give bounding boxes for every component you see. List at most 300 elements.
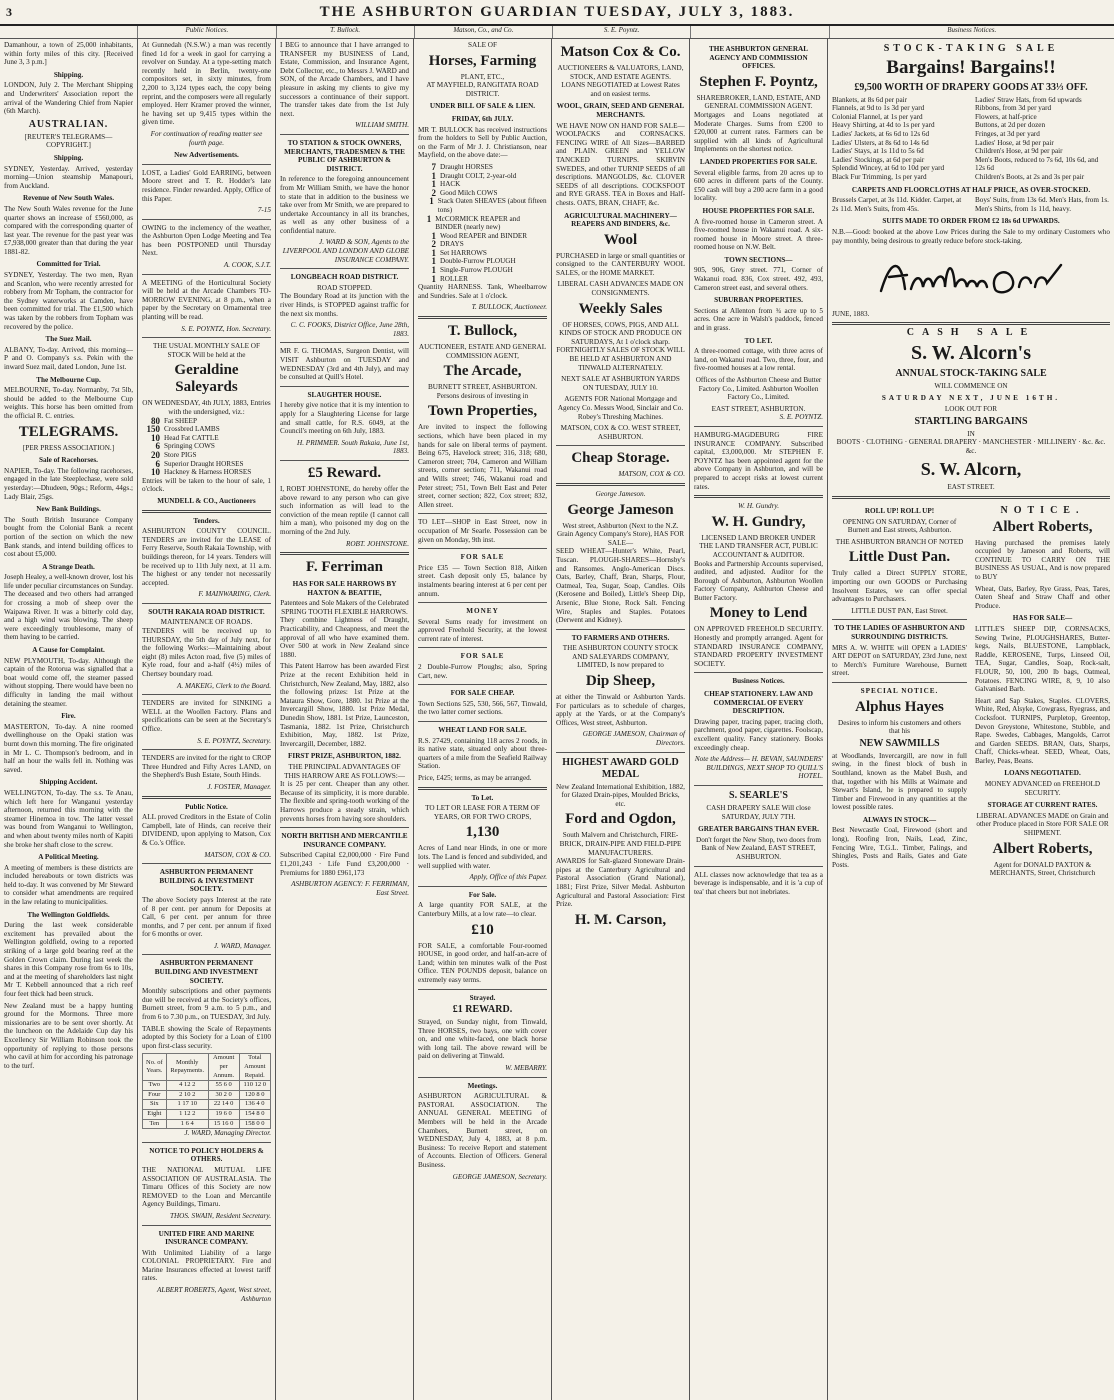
list-item: Black Fur Trimming, 1s per yard bbox=[832, 172, 927, 181]
transfer-sig: WILLIAM SMITH. bbox=[355, 121, 409, 130]
carpet-lists bbox=[832, 196, 1110, 213]
tender-county-sig: F. MAINWARING, Clerk. bbox=[198, 590, 271, 599]
stationery-text: Drawing paper, tracing paper, tracing cloth, parchment, good paper, cigarettes. Foolscap, excellent quality. Fancy stationery. Books exceedingly cheap. bbox=[694, 717, 823, 752]
suez-text: ALBANY, To-day. Arrived, this morning—P and O. Company's s.s. Pekin with the inward Suez mail, dated London, June 1st. bbox=[4, 345, 133, 371]
ferriman-heading: F. Ferriman bbox=[306, 559, 383, 576]
next-sale: NEXT SALE AT ASHBURTON YARDS ON TUESDAY, JULY 10. bbox=[561, 375, 680, 392]
to-let-heading-2: TO LET. bbox=[744, 336, 773, 345]
revenue-heading: Revenue of New South Wales. bbox=[22, 194, 115, 203]
list-item: Fringes, at 3d per yard bbox=[975, 129, 1040, 138]
lot-row: 1 Stack Oaten SHEAVES (about fifteen tons) bbox=[429, 196, 547, 214]
united-heading: UNITED FIRE AND MARINE INSURANCE COMPANY. bbox=[158, 1229, 255, 1247]
list-item: Men's Boots, reduced to 7s 6d, 10s 6d, and 12s 6d bbox=[975, 155, 1099, 173]
cheap-text: Town Sections 525, 530, 566, 567, Tinwald, the two latter corner sections. bbox=[418, 699, 547, 717]
crop-sig: J. FOSTER, Manager. bbox=[207, 782, 271, 791]
agents-for: AGENTS FOR National Mortgage and Agency Co. Messrs Wood, Sinclair and Co. Robey's Threshing Machines. bbox=[557, 395, 684, 421]
money-to-lend: Money to Lend bbox=[709, 605, 808, 622]
meetings-heading: Meetings. bbox=[467, 1081, 498, 1090]
bullock-sub: AUCTIONEER, ESTATE AND GENERAL COMMISSION AGENT, bbox=[418, 343, 547, 360]
factory-offices: Offices of the Ashburton Cheese and Butter Factory Co., Limited. Ashburton Woollen Factory Co., Limited. bbox=[695, 376, 822, 402]
cash-advances: LIBERAL ADVANCES MADE on Grain and other Produce placed in Store FOR SALE OR SHIPMENT. bbox=[976, 811, 1109, 838]
news-intro: Damanhour, a town of 25,000 inhabitants, within forty miles of this city. [Received June 3, 3 p.m.] bbox=[4, 41, 133, 67]
shipping-accident-heading: Shipping Accident. bbox=[39, 778, 98, 787]
for-sale-heading: FOR SALE bbox=[460, 553, 505, 562]
house-text: A five-roomed house in Cameron street. A five-roomed house in Wakanui road. A six-roomed house in Moore street. A three-roomed house on N.W. Belt. bbox=[694, 217, 823, 252]
rakaia-sig: A. MAKEIG, Clerk to the Board. bbox=[177, 681, 271, 690]
list-item: Colonial Flannel, at 1s per yard bbox=[832, 112, 923, 121]
apbis-sig: J. WARD, Manager. bbox=[213, 941, 271, 950]
cash-sale-heading: CASH SALE bbox=[906, 327, 1036, 339]
tender-county: ASHBURTON COUNTY COUNCIL. TENDERS are invited for the LEASE of Ferry Reserve, South Rakaia Township, with buildings thereon, for 14 years. Tenders will be received up to 11th July next, at 11 a.m. The highest or any tender not necessarily accepted. bbox=[142, 527, 271, 587]
greater-sub: Don't forget the New Shop, two doors from Bank of New Zealand, EAST STREET, ASHBURTON. bbox=[696, 835, 821, 861]
carpet-left: Brussels Carpet, at 3s 11d. Kidder. Carpet, at 2s 11d. Men's Suits, from 45s. bbox=[832, 196, 962, 213]
table-sig: J. WARD, Managing Director. bbox=[184, 1129, 271, 1138]
list-item: Children's Hose, at 9d per pair bbox=[975, 147, 1063, 156]
ferriman-text: They combine Lightness of Draught, Practicability, and Cheapness, and meet the approval of all who have examined them. Over 500 at work in New Zealand since 1880. bbox=[280, 616, 409, 659]
dust-pan-sig: LITTLE DUST PAN, East Street. bbox=[851, 606, 948, 615]
annual-sale: ANNUAL STOCK-TAKING SALE bbox=[895, 367, 1047, 379]
lot-row: 7 Draught HORSES bbox=[431, 161, 493, 172]
ferriman-sub2: Patentees and Sole Makers of the Celebrated SPRING TOOTH FLEXIBLE HARROWS. bbox=[280, 599, 409, 616]
sale-place: AT MAYFIELD, RANGITATA ROAD DISTRICT. bbox=[426, 81, 539, 98]
list-item: Blankets, at 8s 6d per pair bbox=[832, 95, 908, 104]
storage-line: STORAGE AT CURRENT RATES. bbox=[987, 801, 1098, 810]
highest-award: HIGHEST AWARD GOLD MEDAL bbox=[562, 756, 679, 780]
loans-line: LOANS NEGOTIATED at Lowest Rates and on easiest terms. bbox=[561, 81, 680, 98]
serial-text: At Gunnedah (N.S.W.) a man was recently fined 1d for a week in gaol for carrying a revolver on Sunday. At a type-setting match recently held in Berlin, twenty-one compositors set, in sixty minutes, from 2,200 to 3,124 types each, the copy being reprint, and the composers were all regularly employed. Herr Kramer proved the winner, he having set up 9,415 types within the given time. bbox=[142, 41, 271, 127]
lower-business bbox=[832, 503, 1110, 878]
lost-ref: 7-15 bbox=[257, 206, 271, 215]
fire-text: MASTERTON, To-day. A nine roomed dwellinghouse on the Opaki station was burnt down this morning. The fire originated in Mr L. C. Thompson's bedroom, and in half an hour the walls fell in. Nothing was saved. bbox=[4, 722, 133, 774]
nbm-text: Subscribed Capital £2,000,000 · Fire Fund £1,201,243 · Life Fund £3,200,000 · Premiums for 1880 £961,173 bbox=[280, 851, 409, 877]
suburban-heading: SUBURBAN PROPERTIES. bbox=[714, 296, 803, 305]
lot-row: 1 Wood REAPER and BINDER bbox=[431, 230, 528, 241]
lot-row: 80 Fat SHEEP bbox=[151, 415, 197, 426]
to-let-acres: 1,130 bbox=[465, 824, 500, 841]
money-heading: MONEY bbox=[466, 607, 499, 616]
town-text: Are invited to inspect the following sections, which have been placed in my hands for sale on liberal terms of payment. Being 675, Havelock street; 316, 318; 680, Cameron street; 704, Cameron and William streets, corner section; 711, Wakanui road and Wills street; 746, Wakanui road and Peter street; 751, Town Belt East and Peter street, corner section; 822, Cox street; 832, Allen street. bbox=[418, 423, 547, 509]
rakaia-text: TENDERS will be received up to THURSDAY, the 5th day of July next, for the following Works:—Maintaining about eight (8) miles Acton road, five (5) miles of Kyle road, four and a-half (4½) miles of Chertsey boundary road. bbox=[142, 627, 271, 679]
public-notice-heading: Public Notice. bbox=[185, 802, 228, 811]
repayment-caption: TABLE showing the Scale of Repayments adopted by this Society for a Loan of £100 upon first-class security. bbox=[142, 1024, 271, 1050]
gundry-heading: W. H. Gundry, bbox=[711, 513, 806, 530]
alcorn-heading-2: S. W. Alcorn, bbox=[920, 459, 1022, 480]
column-heads bbox=[0, 26, 1114, 39]
list-item: Children's Boots, at 2s and 3s per pair bbox=[975, 172, 1085, 181]
longbeach-text: The Boundary Road at its junction with the river Hinds, is STOPPED against traffic for the next six months. bbox=[280, 292, 409, 318]
farmers-heading: TO FARMERS AND OTHERS. bbox=[571, 633, 670, 642]
geraldine-when: ON WEDNESDAY, 4th JULY, 1883, Entries with the undersigned, viz.: bbox=[142, 399, 271, 416]
roll-up-text: OPENING ON SATURDAY, Corner of Burnett and East streets, Ashburton. bbox=[842, 517, 957, 535]
complaint-text: NEW PLYMOUTH, To-day. Although the captain of the Rotorua was signalled that a boat would come off, the steamer passed without stopping. There would have been no difficulty in landing the mail without detaining the steamer. bbox=[4, 656, 133, 708]
owing-notice: OWING to the inclemency of the weather, the Ashburton Open Lodge Meeting and Tea has been POSTPONED until Thursday Next. bbox=[142, 223, 271, 258]
ag-machinery: AGRICULTURAL MACHINERY—REAPERS AND BINDERS, &c. bbox=[564, 211, 677, 229]
worth-line: £9,500 WORTH OF DRAPERY GOODS AT 33⅓ OFF. bbox=[854, 81, 1088, 93]
lot-row: 20 Store PIGS bbox=[151, 449, 197, 460]
matson-column bbox=[552, 39, 690, 1400]
lot-row: 1 Single-Furrow PLOUGH bbox=[431, 265, 513, 276]
notice-heading: NOTICE. bbox=[1000, 505, 1085, 517]
to-let-heading: To Let. bbox=[471, 793, 494, 802]
ford-ogdon: Ford and Ogdon, bbox=[565, 811, 676, 828]
supply-text: Truly called a Direct SUPPLY STORE, importing our own GOODS or Purchasing Insolvent Estates, we can offer special advantages to Purchasers. bbox=[832, 569, 967, 604]
signature-image bbox=[871, 253, 1071, 299]
gj-list: SEED WHEAT—Hunter's White, Pearl, Tuscan. PLOUGH-SHARES—Hornsby's and Ransomes. Anglo-American Discs. Oats, Barley, Chaff, Bran, Sharps, Flour, Oatmeal, Tea, Sugar, Soap, Candles. Oils (Kerosene and Boiled), Little's Sheep Dip, Arsenic, Blue Stone, Rock Salt. Fencing Wire, Staples and Staples. Potatoes (Derwent and Kidney). bbox=[556, 547, 685, 625]
greater-bargains: GREATER BARGAINS THAN EVER. bbox=[698, 825, 819, 834]
nmla-heading: NOTICE TO POLICY HOLDERS & OTHERS. bbox=[149, 1146, 264, 1164]
roberts-heading: Albert Roberts, bbox=[992, 518, 1093, 535]
roberts-heading-2: Albert Roberts, bbox=[992, 840, 1093, 857]
public-notices-column bbox=[138, 39, 276, 1400]
nmla-text: THE NATIONAL MUTUAL LIFE ASSOCIATION OF AUSTRALASIA. The Timaru Offices of this Society are now REMOVED to the Loan and Mercantile Agency Buildings, Timaru. bbox=[142, 1165, 271, 1209]
list-item: Heavy Shirting, at 4d to 1s per yard bbox=[832, 121, 935, 130]
sale-intro: MR T. BULLOCK has received instructions from the holders to Sell by Public Auction, on the Farm of Mr J. J. Christianson, near Mayfield, on the above date:— bbox=[418, 125, 547, 160]
tenders-heading: Tenders. bbox=[193, 516, 220, 525]
plant-sub: PLANT, ETC., bbox=[460, 72, 505, 81]
lot-row: 2 Good Milch COWS bbox=[431, 187, 498, 198]
australian-heading: AUSTRALIAN. bbox=[28, 118, 109, 130]
shipping-accident-text: WELLINGTON, To-day. The s.s. Te Anau, which left here for Wanganui yesterday afternoon, returned this morning with the steamer Hinemoa in tow. The latter vessel was bound from Wanganui to Wellington, and when about twenty miles north of Kapiti she broke her shaft close to the screw. bbox=[4, 788, 133, 849]
landed-text: Several eligible farms, from 20 acres up to 600 acres in different parts of the County. £50 cash will buy a 200 acre farm in a good locality. bbox=[694, 168, 823, 203]
shipping2-text: SYDNEY, Yesterday. Arrived, yesterday morning—Union steamship Manapouri, from Auckland. bbox=[4, 164, 133, 190]
shipping-text: LONDON, July 2. The Merchant Shipping and Underwriters' Association report the arrival of the Wandering Chief from Napier (6th March). bbox=[4, 81, 133, 116]
table-row: Ten 1 6 4 15 16 0 158 0 0 bbox=[143, 1119, 271, 1129]
advantages-text: It is 25 per cent. Cheaper than any other. Because of its simplicity, it is more durable. The flexible and spring-tooth working of the Harrows produce a steady strain, which prevents horses from having sore shoulders. bbox=[280, 780, 409, 823]
slaughter-heading: SLAUGHTER HOUSE. bbox=[307, 390, 382, 399]
ladies-text: MRS A. W. WHITE will OPEN a LADIES' ART DEPOT on SATURDAY, 23rd June, next to Merch's Furniture Warehouse, Burnett street. bbox=[832, 643, 967, 678]
gj-sub: West street, Ashburton (Next to the N.Z. Grain Agency Company's Store), HAS FOR SALE— bbox=[556, 521, 685, 547]
rakaia-heading: SOUTH RAKAIA ROAD DISTRICT. bbox=[148, 607, 265, 616]
fortnightly: FORTNIGHTLY SALES OF STOCK WILL BE HELD AT ASHBURTON AND TINWALD ALTERNATELY. bbox=[556, 346, 685, 372]
gj-label: George Jameson. bbox=[595, 489, 646, 498]
lower-right bbox=[975, 503, 1110, 878]
bargain-list-right bbox=[975, 96, 1110, 182]
new-ads-heading: New Advertisements. bbox=[174, 151, 239, 160]
list-item: Ribbons, from 3d per yard bbox=[975, 104, 1052, 113]
bank-text: The South British Insurance Company bought from the Colonial Bank a recent portion of the section on which the new Bank stands, and intend building offices to cost about £5,000. bbox=[4, 515, 133, 559]
wheat-price: Price, £425; terms, as may be arranged. bbox=[418, 774, 532, 782]
shipping-heading: Shipping. bbox=[53, 70, 84, 79]
table-row: Four 2 10 2 30 2 0 120 8 0 bbox=[143, 1090, 271, 1100]
carson-heading: H. M. Carson, bbox=[574, 911, 667, 928]
has-list: LITTLE'S SHEEP DIP, CORNSACKS, Sewing Twine, PLOUGHSHARES, Butter-kegs, Nails, BLUESTONE, Lampblack, Raddle, KEROSENE, Turps, Linseed Oil, TEA, Sugar, Candles, Soap, Rock-salt, FLOUR, 50, 100, 200 lb bags, Oatmeal, Potatoes. FENCING WIRE, 8, 9, 10 also Galvanised Barb. bbox=[975, 624, 1110, 694]
stock-list: WOOLPACKS and CORNSACKS. FENCING WIRE of All Sizes—BARBED and PLAIN. GREEN and YELLOW TANCKED TURNIPS. SKIRVIN SWEDES, and other TURNIP SEEDS of all descriptions. MANGOLDS, &c. CLOVER SEEDS of all descriptions. COCKSFOOT and RYE GRASS. TEA in Boxes and Half-chests. OATS, BRAN, CHAFF, &c. bbox=[556, 130, 685, 207]
column-head-2: Public Notices. bbox=[138, 26, 276, 38]
list-item: Flannels, at 9d to 1s 3d per yard bbox=[832, 104, 925, 113]
storage-sig: MATSON, COX & CO. bbox=[618, 470, 685, 479]
nbm-heading: NORTH BRITISH AND MERCANTILE INSURANCE COMPANY. bbox=[281, 832, 408, 849]
hamburg-notice: HAMBURG-MAGDEBURG FIRE INSURANCE COMPANY. Subscribed capital, £3,000,000. Mr STEPHEN F. POYNTZ has been appointed agent for the above Company in Ashburton, and will be prepared to accept risks at lowest current rates. bbox=[694, 430, 823, 491]
agency-heading: THE ASHBURTON GENERAL AGENCY AND COMMISSION OFFICES. bbox=[708, 45, 809, 71]
wool-heading: Wool bbox=[603, 231, 638, 248]
list-item: Ladies' Jackets, at 6s 6d to 12s 6d bbox=[832, 129, 930, 138]
bank-heading: New Bank Buildings. bbox=[36, 505, 101, 514]
buy-list: Wheat, Oats, Barley, Rye Grass, Peas, Tares, Oaten Sheaf and Straw Chaff and other Produce. bbox=[975, 584, 1110, 610]
notices-column-2 bbox=[276, 39, 414, 1400]
stocktaking-heading: STOCK-TAKING SALE bbox=[883, 43, 1059, 54]
horses-heading: Horses, Farming bbox=[428, 52, 537, 69]
for-sale-text: Price £35 — Town Section 818, Aitken street. Cash deposit only £5, balance by instalments bearing interest at 6 per cent per annum. bbox=[418, 563, 547, 598]
first-prize: FIRST PRIZE, ASHBURTON, 1882. bbox=[288, 752, 401, 761]
continued-note: For continuation of reading matter see fourth page. bbox=[150, 129, 263, 147]
slaughter-sig: H. PRIMMER. South Rakaia, June 1st, 1883. bbox=[297, 438, 409, 456]
prizes-text: This Patent Harrow has been awarded First Prize at the recent Exhibition held in Christchurch, New Zealand, May, 1882, also the following prizes: 1st Prize at the Mataura Show, Gore, 1880. 1st Prize at the Invercargill Show, 1880. 1st Prize Medal, Dunedin Show, 1881. 1st Prize, Launceston, Tasmania, 1882. 1st Prize, Christchurch Exhibition, May, 1882. 1st Prize, Invercargill, December, 1882. bbox=[280, 662, 409, 748]
always-heading: ALWAYS IN STOCK— bbox=[862, 815, 937, 824]
matson-heading: Matson Cox & Co. bbox=[560, 44, 681, 60]
shipping2-heading: Shipping. bbox=[53, 153, 84, 162]
list-item: Flowers, at half-price bbox=[975, 112, 1037, 121]
bargains-heading: Bargains! Bargains!! bbox=[886, 56, 1056, 78]
transfer-notice: I BEG to announce that I have arranged to TRANSFER my BUSINESS of Land, Estate, Commission, and Insurance Agent, Debt Collector, etc., to Messrs J. WARD and SON, of the Arcade Chambers, and I have pleasure in asking my clients to give my successors a continuance of their support. The transfer takes date from the 1st July next. bbox=[280, 41, 409, 118]
searle-heading: S. SEARLE'S bbox=[729, 789, 788, 801]
shop-to-let: TO LET—SHOP in East Street, now in occupation of Mr Searle. Possession can be given on Monday, 9th inst. bbox=[418, 518, 547, 544]
town-sections-heading: TOWN SECTIONS— bbox=[724, 255, 793, 264]
branch-line: THE ASHBURTON BRANCH OF NOTED bbox=[835, 537, 964, 546]
searle-text: CASH DRAPERY SALE Will close SATURDAY, JULY 7TH. bbox=[706, 803, 811, 821]
under-bill: UNDER BILL OF SALE & LIEN. bbox=[429, 102, 536, 111]
on-hand: WE HAVE NOW ON HAND FOR SALE— bbox=[556, 121, 685, 130]
public-notice-text: ALL proved Creditors in the Estate of Colin Campbell, late of Hinds, can receive their DIVIDEND, upon applying to Matson, Cox & Co.'s Office. bbox=[142, 813, 271, 847]
hayes-heading: Alphus Hayes bbox=[855, 698, 944, 715]
money-text: Several Sums ready for investment on approved Freehold Security, at the lowest current rate of interest. bbox=[418, 617, 547, 643]
ferriman-sub: HAS FOR SALE HARROWS BY HAXTON & BEATTIE, bbox=[292, 580, 397, 597]
roberts-text: Having purchased the premises lately occupied by Jameson and Roberts, will CONTINUE TO CARRY ON THE BUSINESS AS USUAL, And is now prepared to BUY bbox=[975, 538, 1110, 581]
matson-sub: AUCTIONEERS & VALUATORS, LAND, STOCK, AND ESTATE AGENTS. bbox=[557, 64, 684, 81]
crop-tender: TENDERS are invited for the right to CROP Three Hundred and Fifty Acres LAND, on the Shepherd's Bush Estate, South Hinds. bbox=[142, 754, 271, 780]
carpet-right: Boys' Suits, from 13s 6d. Men's Hats, from 1s. Men's Shirts, from 1s 11d, heavy. bbox=[975, 196, 1109, 213]
station-heading: TO STATION & STOCK OWNERS, MERCHANTS, TRADESMEN & THE PUBLIC OF ASHBURTON & DISTRICT. bbox=[284, 138, 405, 173]
list-item: Ladies' Ulsters, at 8s 6d to 14s 6d bbox=[832, 138, 929, 147]
dip-sheep: Dip Sheep, bbox=[585, 673, 656, 690]
race-text: NAPIER, To-day. The following racehorses, engaged in the late Steeplechase, were sold yesterday:—Dhudeen, 90gs.; Reform, 44gs.; Lady Blair, 25gs. bbox=[4, 466, 133, 501]
orr-signature bbox=[832, 253, 1110, 302]
east-street: EAST STREET, ASHBURTON. bbox=[711, 404, 806, 413]
bullock-heading: T. Bullock, bbox=[447, 323, 518, 340]
longbeach-heading: LONGBEACH ROAD DISTRICT. bbox=[290, 273, 399, 282]
ten-pounds-text: FOR SALE, a comfortable Four-roomed HOUSE, in good order, and half-an-acre of Land; within ten minutes walk of the Post Office. TEN POUNDS deposit, balance on extremely easy terms. bbox=[418, 941, 547, 984]
columns bbox=[0, 39, 1114, 1400]
ford-sub: South Malvern and Christchurch, FIRE-BRICK, DRAIN-PIPE AND FIELD-PIPE MANUFACTURERS. bbox=[559, 831, 682, 857]
poyntz-text: Mortgages and Loans negotiated at Moderate Charges. Sums from £200 to £20,000 at current rates. Farmers can be supplied with all kinds of Agricultural Implements on the shortest notice. bbox=[694, 110, 823, 154]
station-text: In reference to the foregoing announcement from Mr William Smith, we have the honor to state that in addition to the business we take over from Mr Smith, we are prepared to undertake Accountancy in all its branches, as well as any other business of a confidential nature. bbox=[280, 175, 409, 235]
lot-row: 6 Springing COWS bbox=[155, 441, 215, 452]
dip-sig: GEORGE JAMESON, Chairman of Directors. bbox=[582, 730, 685, 748]
masthead bbox=[0, 0, 1114, 26]
lot-row: 1 Set HARROWS bbox=[431, 247, 487, 258]
page-number: 3 bbox=[6, 4, 14, 19]
persons-line: Persons desirous of investing in bbox=[436, 391, 529, 400]
death-text: Joseph Healey, a well-known drover, lost his life under peculiar circumstances on Sunday. The deceased and two others had arranged for crossing a mob of sheep over the Waipawa River. It was a bitterly cold day, and a high wind was blowing. The sheep were exceedingly troublesome, many of them having to be carried. bbox=[4, 573, 133, 642]
roberts-agent: Agent for DONALD PAXTON & MERCHANTS, Street, Christchurch bbox=[989, 860, 1096, 878]
bullock-column bbox=[414, 39, 552, 1400]
matson-sig: MATSON, COX & CO. WEST STREET, ASHBURTON. bbox=[560, 424, 681, 441]
stationery-heading: CHEAP STATIONERY. LAW AND COMMERCIAL OF EVERY DESCRIPTION. bbox=[704, 690, 813, 716]
special-notice: SPECIAL NOTICE. bbox=[860, 686, 939, 695]
longbeach-sub: ROAD STOPPED. bbox=[317, 283, 372, 292]
highest-sub: New Zealand International Exhibition, 1882, for Glazed Drain-pipes, Moulded Bricks, etc. bbox=[556, 782, 685, 808]
seeds-list: Heart and Sap Stakes, Staples. CLOVERS, White, Red, Alsyke, Cowgrass, Ryegrass, and Cocksfoot. TURNIPS, Purpletop, Greentop, Devon Greystone, Whitestone, Stubble, and Rape. Swedes, Cabbages, Mangolds, Carrot and Garden SEEDS. BRAN, Oats, Sharps, Chaff, Chicks-wheat. SEED, Wheat, Oats, Barley, Peas, Beans. bbox=[975, 696, 1110, 765]
ladies-heading: TO THE LADIES OF ASHBURTON AND SURROUNDING DISTRICTS. bbox=[834, 624, 965, 641]
alcorn-heading: S. W. Alcorn's bbox=[910, 341, 1032, 364]
closing-text: New Zealand must be a happy hunting ground for the Mormons. Three more missionaries are to be sent over shortly. At the luncheon on the Adelaide Cup day his Excellency Sir William Robinson took the opportunity of replying to those persons who cavil at him for according his patronage to the turf. bbox=[4, 1001, 133, 1070]
suez-heading: The Suez Mail. bbox=[45, 335, 92, 344]
sinking-tender: TENDERS are invited for SINKING a WELL at the Woollen Factory. Plans and specifications can be seen at the Secretary's Office. bbox=[142, 699, 271, 733]
poyntz-sig: S. E. POYNTZ. bbox=[779, 413, 823, 422]
ford-text: AWARDS for Salt-glazed Stoneware Drain-pipes at the Canterbury Agricultural and Pastoral Association (Grand National), 1881; First Prize, Silver Medal. Ashburton Agricultural and Pastoral Association: First Prize. bbox=[556, 857, 685, 909]
sawmills-heading: NEW SAWMILLS bbox=[859, 737, 940, 749]
repayment-table: No. of Years. Monthly Repayments. Amount per Annum. Total Amount Repaid. Two 4 12 2 55 6 0 110 12 0 Four 2 10 2 30 2 0 120 8 0 Six 1 17 10 22 14 0 136 4 0 Eight 1 12 2 19 6 0 154 8 0 Ten 1 6 4 15 16 0 158 0 0 bbox=[142, 1053, 271, 1129]
usual-sale: THE USUAL MONTHLY SALE OF STOCK Will be held at the bbox=[153, 342, 260, 359]
sale-items bbox=[418, 163, 547, 283]
money-lend-text: ON APPROVED FREEHOLD SECURITY. Honestly and promptly arranged. Agent for STANDARD INSURANCE COMPANY, STANDARD PROPERTY INVESTMENT SOCIETY. bbox=[694, 625, 823, 668]
poyntz-sub: SHAREBROKER, LAND, ESTATE, AND GENERAL COMMISSION AGENT. bbox=[696, 93, 821, 111]
ploughs-text: 2 Double-Furrow Ploughs; also, Spring Cart, new. bbox=[418, 663, 547, 680]
lot-row: 2 DRAYS bbox=[431, 239, 464, 250]
lot-row: 1 Draught COLT, 2-year-old bbox=[431, 170, 517, 181]
owing-signature: A. COOK, S.J.T. bbox=[223, 261, 271, 270]
sawmills-text: at Woodlands, Invercargill, are now in full swing, in the finest block of bush in Southland, known as the Mabel Bush, and that, together with his Mills at Waimate and Stewart's Island, he is prepared to supply Timber and Firewood in any quantities at the lowest possible rates. bbox=[832, 751, 967, 812]
apbis-heading: ASHBURTON PERMANENT BUILDING & INVESTMENT SOCIETY. bbox=[159, 868, 254, 894]
apbis-text: The above Society pays Interest at the rate of 8 per cent. per annum for Deposits at Call, 6 per cent. per annum for three months, and 7 per cent. per annum if fixed for 6 months or over. bbox=[142, 895, 271, 939]
lot-row: 1 Double-Furrow PLOUGH bbox=[431, 256, 516, 267]
weekly-sales: Weekly Sales bbox=[578, 300, 663, 317]
look-out: LOOK OUT FOR bbox=[944, 405, 998, 414]
carpets-heading: CARPETS AND FLOORCLOTHS AT HALF PRICE, AS OVER-STOCKED. bbox=[851, 185, 1091, 194]
australian-sub: [REUTER'S TELEGRAMS—COPYRIGHT.] bbox=[24, 132, 113, 150]
lost-notice: LOST, a Ladies' Gold EARRING, between Moore street and T. R. Hodder's late residence. Finder rewarded. Apply, Office of this Paper. bbox=[142, 168, 271, 203]
ten-pounds: £10 bbox=[471, 921, 494, 938]
sale-date: FRIDAY, 6th JULY. bbox=[451, 114, 514, 123]
political-heading: A Political Meeting. bbox=[38, 853, 99, 862]
meeting-notice: A MEETING of the Horticultural Society will be held at the Arcade Chambers TO-MORROW EVENING, at 8 p.m., when a paper by the Secretary on Ornamental tree planting will be read. bbox=[142, 278, 271, 322]
goldfields-text: During the last week considerable excitement has prevailed about the Wellington goldfield, owing to a reported striking of a large gold bearing reef at the Golden Crown claim. During last week the shares in this Company rose from 6s to 10s, and at the meeting of shareholders last night Mr T. Kebbell announced that a rich reef four feet thick had been struck. bbox=[4, 921, 133, 998]
column-head-3: T. Bullock. bbox=[277, 26, 415, 38]
nb-text: N.B.—Good: booked at the above Low Prices during the Sale to my ordinary Customers who pay monthly, being desirous to greatly reduce before stock-taking. bbox=[832, 227, 1110, 245]
weekly-sub: OF HORSES, COWS, PIGS, AND ALL KINDS OF STOCK AND PRODUCE ON SATURDAYS, At 1 o'clock sharp. bbox=[559, 320, 682, 346]
forsale2-text: A large quantity FOR SALE, at the Canterbury Mills, at a low rate—to clear. bbox=[418, 901, 547, 918]
cheap-heading: FOR SALE CHEAP. bbox=[450, 689, 515, 698]
wheat-heading: WHEAT LAND FOR SALE. bbox=[438, 726, 527, 735]
hayes-sub: Desires to inform his customers and others that his bbox=[838, 718, 961, 736]
in-line: IN bbox=[967, 429, 975, 438]
newspaper-title: THE ASHBURTON GUARDIAN TUESDAY, JULY 3, 1883. bbox=[319, 3, 795, 20]
bargain-lists bbox=[832, 96, 1110, 182]
list-item: Ladies' Hose, at 9d per pair bbox=[975, 138, 1054, 147]
wool-grain-heading: WOOL, GRAIN, SEED AND GENERAL MERCHANTS. bbox=[556, 102, 685, 119]
race-heading: Sale of Racehorses. bbox=[39, 456, 98, 465]
town-properties: Town Properties, bbox=[427, 403, 538, 420]
tea-notice: ALL classes now acknowledge that tea as a beverage is indispensable, and it is 'a cup of tea' that cheers but not inebriates. bbox=[694, 870, 823, 896]
business-notices-column bbox=[828, 39, 1114, 1400]
sinking-sig: S. E. POYNTZ, Secretary. bbox=[197, 736, 271, 745]
one-pound-reward: £1 REWARD. bbox=[452, 1004, 513, 1016]
reward-text: I, ROBT JOHNSTONE, do hereby offer the above reward to any person who can give such information as will lead to the conviction of the mean reptile (I cannot call him a man), who poisoned my dog on the morning of the 2nd July. bbox=[280, 484, 409, 536]
column-head-7: Business Notices. bbox=[947, 26, 997, 34]
meeting-signature: S. E. POYNTZ, Hon. Secretary. bbox=[181, 324, 271, 333]
trial-heading: Committed for Trial. bbox=[36, 260, 101, 269]
dentist-notice: MR F. G. THOMAS, Surgeon Dentist, will VISIT Ashburton on TUESDAY and WEDNESDAY (3rd and 4th July), and may be consulted at Quill's Hotel. bbox=[280, 347, 409, 382]
nbm-sig: ASHBURTON AGENCY: F. FERRIMAN, East Street. bbox=[291, 880, 409, 897]
reward-sig: ROBT. JOHNSTONE. bbox=[345, 539, 409, 548]
always-list: Best Newcastle Coal, Firewood (short and long), Roofing Iron, Nails, Lead, Zinc, Fencing Wire, T.G.L. Timber, Palings, and Shingles, Posts and Rails, Gates and Gate Posts. bbox=[832, 826, 967, 869]
list-item: Ladies' Stays, at 1s 11d to 5s 6d bbox=[832, 147, 924, 156]
column-head-5: S. E. Poyntz. bbox=[553, 26, 691, 38]
alcorn-street: EAST STREET. bbox=[947, 483, 995, 492]
column-head-1 bbox=[0, 26, 138, 38]
ploughs-heading: FOR SALE bbox=[460, 652, 505, 661]
strayed-text: Strayed, on Sunday night, from Tinwald, Three HORSES, two bays, one with cover on, and one white-faced, one black horse with long tail. The above reward will be paid on delivering at Tinwald. bbox=[418, 1018, 547, 1061]
table-row: Two 4 12 2 55 6 0 110 12 0 bbox=[143, 1081, 271, 1091]
strayed-sig: W. MEBARRY. bbox=[505, 1064, 547, 1073]
roll-up: ROLL UP! ROLL UP! bbox=[864, 507, 935, 516]
to-let-text-2: A three-roomed cottage, with three acres of land, on Wakanui road. Two, three, four, and five-roomed houses at a low rental. bbox=[694, 347, 823, 373]
complaint-heading: A Cause for Complaint. bbox=[32, 646, 105, 655]
lot-row: 1 ROLLER bbox=[431, 273, 468, 284]
gundry-label: W. H. Gundry. bbox=[737, 502, 780, 511]
loans-negotiated: LOANS NEGOTIATED. bbox=[1004, 769, 1081, 778]
revenue-text: The New South Wales revenue for the June quarter shows an increase of £560,000, as compared with the corresponding quarter of last year. The revenue for the past year was £7,938,000 greater than that during the year 1881-82. bbox=[4, 204, 133, 256]
list-item: Buttons, at 2d per dozen bbox=[975, 121, 1046, 130]
meetings-sig: GEORGE JAMESON, Secretary. bbox=[452, 1172, 547, 1181]
lot-row: 1 HACK bbox=[431, 179, 461, 190]
gundry-text: Books and Partnership Accounts supervised, audited, and adjusted. Auditor for the Borough of Ashburton, Ashburton Woollen Factory Company, Ashburton Cheese and Butter Factory. bbox=[694, 559, 823, 602]
commence-line: WILL COMMENCE ON bbox=[934, 381, 1008, 390]
sale-sig: T. BULLOCK, Auctioneer. bbox=[471, 303, 547, 312]
to-let-sub: TO LET OR LEASE FOR A TERM OF YEARS, OR FOR TWO CROPS, bbox=[425, 804, 540, 821]
cheap-storage: Cheap Storage. bbox=[571, 450, 670, 467]
telegrams-sub: [PER PRESS ASSOCIATION.] bbox=[22, 443, 115, 452]
united-sig: ALBERT ROBERTS, Agent, West street, Ashburton bbox=[157, 1286, 271, 1303]
nmla-sig: THOS. SWAIN, Resident Secretary. bbox=[169, 1211, 271, 1220]
trial-text: SYDNEY, Yesterday. The two men, Ryan and Scanlon, who were recently arrested for robbery from Mr Topham, the contractor for the Sydney waterworks at Camden, have been committed for trial. The £1,500 which was taken by the robbers from Topham was recovered by the police. bbox=[4, 271, 133, 331]
sale-after: Quantity HARNESS. Tank, Wheelbarrow and Sundries. Sale at 1 o'clock. bbox=[418, 283, 547, 300]
apbis2-heading: ASHBURTON PERMANENT BUILDING AND INVESTMENT SOCIETY. bbox=[154, 959, 259, 985]
wool-text: PURCHASED in large or small quantities or consigned to the CANTERBURY WOOL SALES, or the HOME MARKET. bbox=[556, 251, 685, 277]
meetings-text: ASHBURTON AGRICULTURAL & PASTORAL ASSOCIATION. The ANNUAL GENERAL MEETING of Members will be held in the Arcade Chambers, Burnett street, on WEDNESDAY, July 4, 1883, at 8 p.m. Business: To receive Report and statement of Accounts. Election of Officers. General Business. bbox=[418, 1092, 547, 1169]
categories: BOOTS · CLOTHING · GENERAL DRAPERY · MANCHESTER · MILLINERY · &c. &c. &c. bbox=[836, 438, 1106, 455]
landed-heading: LANDED PROPERTIES FOR SALE. bbox=[699, 157, 818, 166]
liberal-advances: LIBERAL CASH ADVANCES MADE ON CONSIGNMENTS. bbox=[557, 280, 684, 298]
lot-row: 150 Crossbred LAMBS bbox=[146, 424, 220, 435]
apbis2-text: Monthly subscriptions and other payments due will be received at the Society's offices, Burnett street, from 9 a.m. to 5 p.m., and from 6 to 7.30 p.m., on TUESDAY, 3rd July. bbox=[142, 987, 271, 1022]
list-item: Ladies' Stockings, at 6d per pair bbox=[832, 155, 925, 164]
suits-line: SUITS MADE TO ORDER FROM £2 18s 6d UPWARDS. bbox=[882, 217, 1060, 226]
wheat-text: R.S. 27429, containing 118 acres 2 roods, in its native state, situated only about three-quarters of a mile from the Seafield Railway Station. bbox=[418, 736, 547, 771]
death-heading: A Strange Death. bbox=[42, 562, 95, 571]
united-text: With Unlimited Liability of a large COLONIAL PROPRIETARY. Fire and Marine Insurances effected at lowest tariff rates. bbox=[142, 1248, 271, 1283]
reward-heading: £5 Reward. bbox=[307, 464, 382, 481]
lot-row: 6 Superior Draught HORSES bbox=[155, 458, 244, 469]
lot-row: 10 Hackney & Harness HORSES bbox=[151, 467, 252, 478]
arcade-sub: BURNETT STREET, ASHBURTON. bbox=[428, 383, 537, 392]
telegrams-heading: TELEGRAMS. bbox=[18, 423, 119, 440]
news-column bbox=[0, 39, 138, 1400]
column-head-4: Matson, Co., and Co. bbox=[415, 26, 553, 38]
fire-heading: Fire. bbox=[61, 712, 76, 721]
saturday-line: SATURDAY NEXT, JUNE 16TH. bbox=[881, 394, 1061, 403]
slaughter-text: I hereby give notice that it is my intention to apply for a Slaughtering License for large and small cattle, for R.S. 6049, at the Council's meeting on 6th July, 1883. bbox=[280, 401, 409, 436]
gundry-sub: LICENSED LAND BROKER UNDER THE LAND TRANSFER ACT, PUBLIC ACCOUNTANT & AUDITOR. bbox=[699, 533, 818, 559]
poyntz-heading: Stephen F. Poyntz, bbox=[699, 73, 818, 90]
geraldine-saleyards: Geraldine Saleyards bbox=[174, 362, 239, 396]
gj-heading: George Jameson bbox=[567, 501, 674, 518]
advantages-heading: THE PRINCIPAL ADVANTAGES OF THIS HARROW ARE AS FOLLOWS:— bbox=[284, 762, 405, 780]
startling-bargains: STARTLING BARGAINS bbox=[914, 415, 1028, 427]
bargain-list-left bbox=[832, 96, 967, 182]
cup-text: MELBOURNE, To-day. Normanby, 7st 5lb, should be added to the Melbourne Cup weights. This horse has been omitted from the official R. C. entries. bbox=[4, 386, 133, 420]
to-let-text: Acres of Land near Hinds, in one or more lots. The Land is fenced and subdivided, and well supplied with water. bbox=[418, 844, 547, 870]
table-row: Eight 1 12 2 19 6 0 154 8 0 bbox=[143, 1109, 271, 1119]
